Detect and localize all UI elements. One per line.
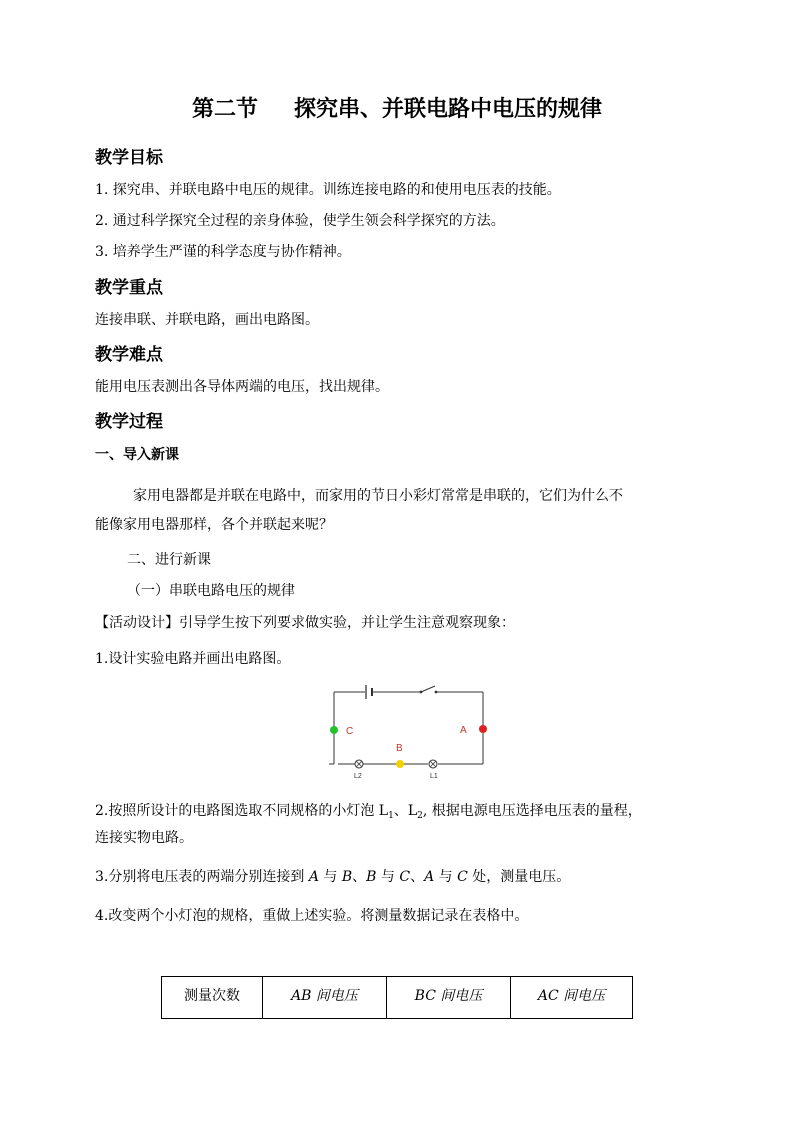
lamp-l2-icon <box>355 760 363 768</box>
series-circuit-diagram <box>326 682 494 782</box>
objective-1: 1. 探究串、并联电路中电压的规律。训练连接电路的和使用电压表的技能。 <box>95 182 561 198</box>
header-ac-voltage: AC 间电压 <box>511 977 633 1019</box>
header-measure-count: 测量次数 <box>162 977 263 1019</box>
point-a-dot <box>479 725 487 733</box>
intro-heading: 一、导入新课 <box>95 447 179 463</box>
switch-icon <box>420 686 438 693</box>
point-b-dot <box>396 760 404 768</box>
step-2-continued: 连接实物电路。 <box>95 830 193 846</box>
key-points-heading: 教学重点 <box>95 278 163 298</box>
activity-design-text: 【活动设计】引导学生按下列要求做实验，并让学生注意观察现象： <box>95 615 515 631</box>
key-points-text: 连接串联、并联电路，画出电路图。 <box>95 312 319 328</box>
lamp-l1-icon <box>429 760 437 768</box>
page-title <box>0 92 794 123</box>
label-lamp-l2: L2 <box>354 773 362 780</box>
objectives-heading: 教学目标 <box>95 148 163 168</box>
objective-3: 3. 培养学生严谨的科学态度与协作精神。 <box>95 244 351 260</box>
process-heading: 教学过程 <box>95 412 163 432</box>
label-c: C <box>346 726 354 737</box>
intro-paragraph-line-2: 能像家用电器那样，各个并联起来呢？ <box>95 517 333 533</box>
difficulty-text: 能用电压表测出各导体两端的电压，找出规律。 <box>95 379 389 395</box>
step-1-text: 1.设计实验电路并画出电路图。 <box>95 651 291 667</box>
header-ab-voltage: AB 间电压 <box>263 977 387 1019</box>
title-topic: 探究串、并联电路中电压的规律 <box>294 97 603 122</box>
difficulty-heading: 教学难点 <box>95 345 163 365</box>
battery-icon <box>366 685 372 699</box>
label-b: B <box>396 743 403 754</box>
header-bc-voltage: BC 间电压 <box>387 977 511 1019</box>
table-header-row <box>162 977 633 1019</box>
series-voltage-subheading: （一）串联电路电压的规律 <box>127 583 295 599</box>
step-2-text: 2.按照所设计的电路图选取不同规格的小灯泡 $L_1$、$L_2$, 根据电源电压选择电压表的量程， <box>95 803 642 821</box>
measurement-table <box>161 976 633 1019</box>
objective-2: 2. 通过科学探究全过程的亲身体验，使学生领会科学探究的方法。 <box>95 213 505 229</box>
step-4-text: 4.改变两个小灯泡的规格，重做上述实验。将测量数据记录在表格中。 <box>95 908 529 924</box>
new-lesson-heading: 二、进行新课 <box>127 552 211 568</box>
title-section-number: 第二节 <box>191 97 258 122</box>
label-lamp-l1: L1 <box>430 773 438 780</box>
point-c-dot <box>330 726 338 734</box>
intro-paragraph-line-1: 家用电器都是并联在电路中，而家用的节日小彩灯常常是串联的，它们为什么不 <box>133 488 623 504</box>
step-3-text: 3.分别将电压表的两端分别连接到 A 与 B、B 与 C、A 与 C 处，测量电压。 <box>95 869 571 885</box>
label-a: A <box>460 725 467 736</box>
